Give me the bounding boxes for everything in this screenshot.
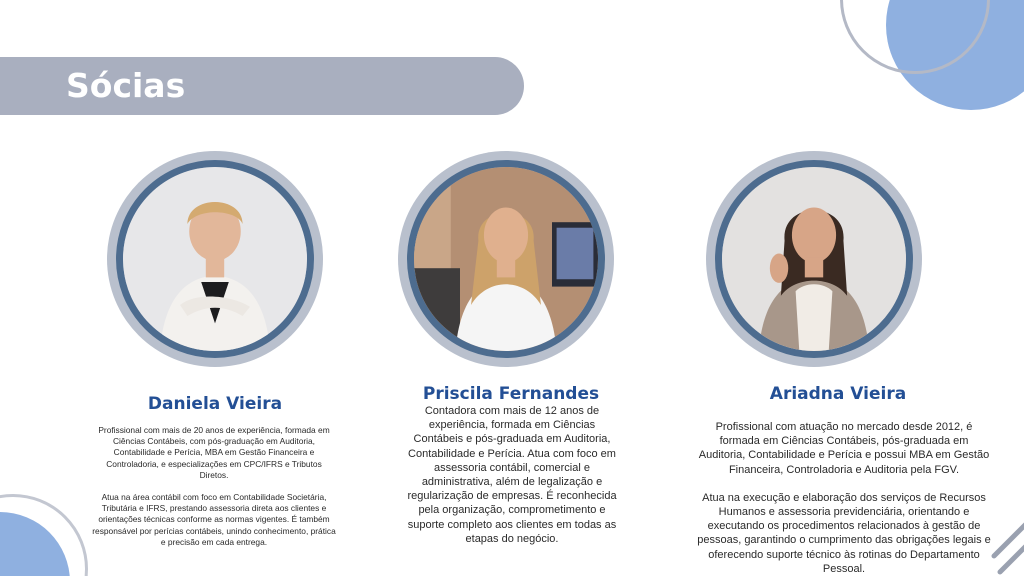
partner-photo-daniela <box>107 151 323 367</box>
partner-photo-ariadna <box>706 151 922 367</box>
portrait-ariadna-image <box>722 167 906 351</box>
decorative-stripes <box>990 500 1024 576</box>
partner-name-priscila: Priscila Fernandes <box>422 384 600 404</box>
bio-paragraph: Atua na área contábil com foco em Contabilidade Societária, Tributária e IFRS, prestando assessoria direta aos clientes e orientações técnicas conforme as normas vigentes. É também responsável por perícias contábeis, unindo conhecimento, prática e precisão em cada entrega. <box>92 492 336 547</box>
bio-paragraph: Atua na execução e elaboração dos serviços de Recursos Humanos e assessoria previdenciária, orientando e executando os procedimentos relacionados à gestão de pessoas, garantindo o cumprimento das obrigações legais e oferecendo suporte técnico às rotinas do Departamento Pessoal. <box>697 491 991 575</box>
bio-paragraph: Profissional com atuação no mercado desde 2012, é formada em Ciências Contábeis, pós-graduada em Auditoria, Contabilidade e Perícia e possui MBA em Gestão Financeira, Controladoria e Auditoria pela FGV. <box>698 421 990 476</box>
partner-bio-priscila <box>406 404 618 546</box>
partner-name-daniela: Daniela Vieira <box>147 394 283 414</box>
bio-paragraph: Profissional com mais de 20 anos de experiência, formada em Ciências Contábeis, com pós-graduação em Auditoria, Contabilidade e Perícia, MBA em Gestão Financeira e Controladoria, e especializações em CPC/IFRS e Tributos Diretos. <box>98 425 330 480</box>
portrait-priscila-image <box>414 167 598 351</box>
partner-bio-daniela <box>92 425 336 548</box>
bio-paragraph: Contadora com mais de 12 anos de experiência, formada em Ciências Contábeis e pós-graduada em Auditoria, Contabilidade e Perícia. Atua com foco em assessoria contábil, comercial e administrativa, além de legalização e regularização de empresas. É reconhecida pela organização, comprometimento e suporte completo aos clientes em todas as etapas do negócio. <box>407 405 617 545</box>
page-title: Sócias <box>66 66 186 105</box>
section-title-bar <box>0 57 524 115</box>
partner-bio-ariadna <box>697 420 991 576</box>
partner-photo-priscila <box>398 151 614 367</box>
partner-name-ariadna: Ariadna Vieira <box>769 384 907 404</box>
portrait-daniela-image <box>123 167 307 351</box>
